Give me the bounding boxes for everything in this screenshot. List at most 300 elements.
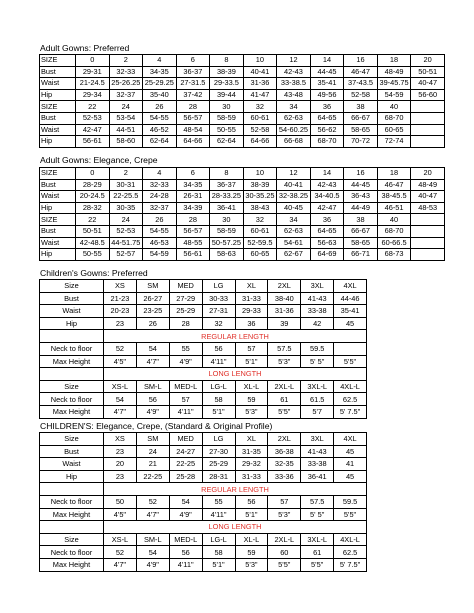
table-cell: 36 bbox=[235, 317, 268, 330]
table-cell: Waist bbox=[40, 124, 76, 136]
table-cell bbox=[40, 483, 104, 496]
table-row bbox=[40, 305, 367, 318]
table-cell: 56 bbox=[235, 495, 268, 508]
table-row bbox=[40, 136, 445, 148]
table-cell: 44-51 bbox=[109, 124, 143, 136]
table-row bbox=[40, 393, 367, 406]
table-cell: Bust bbox=[40, 445, 104, 458]
table-cell: 61 bbox=[301, 546, 334, 559]
table-cell: 60-61 bbox=[243, 225, 277, 237]
table-cell: 32-37 bbox=[143, 202, 177, 214]
table-cell: 32-38.25 bbox=[277, 191, 311, 203]
table-cell: 60-65 bbox=[243, 249, 277, 261]
table-cell: 23 bbox=[104, 470, 137, 483]
table-cell bbox=[40, 521, 104, 534]
table-cell: 3XL-L bbox=[301, 380, 334, 393]
children-preferred-title: Children's Gowns: Preferred bbox=[40, 268, 148, 278]
table-cell: SIZE bbox=[40, 168, 76, 180]
table-cell: 60-65 bbox=[377, 124, 411, 136]
table-cell: 50-57.25 bbox=[210, 237, 244, 249]
table-cell: 29-33 bbox=[235, 305, 268, 318]
table-cell: 35-40 bbox=[143, 89, 177, 101]
table-cell: SIZE bbox=[40, 55, 76, 67]
table-cell: 46-52 bbox=[143, 124, 177, 136]
table-cell: SM bbox=[136, 280, 169, 293]
table-cell: 57 bbox=[169, 393, 202, 406]
table-cell: Hip bbox=[40, 249, 76, 261]
table-cell: 56-61 bbox=[176, 249, 210, 261]
table-cell: 42-47 bbox=[310, 202, 344, 214]
table-row bbox=[40, 112, 445, 124]
table-cell: 26-31 bbox=[176, 191, 210, 203]
table-cell: 58-63 bbox=[210, 249, 244, 261]
table-cell: 45 bbox=[334, 317, 367, 330]
table-cell: 52-53 bbox=[76, 112, 110, 124]
table-cell: 20 bbox=[104, 458, 137, 471]
table-cell: XS-L bbox=[104, 533, 137, 546]
table-cell: 18 bbox=[377, 55, 411, 67]
table-cell: 66-67 bbox=[344, 225, 378, 237]
table-cell: 22 bbox=[76, 101, 110, 113]
table-cell: XL-L bbox=[235, 380, 268, 393]
table-cell: 0 bbox=[76, 55, 110, 67]
children-elegance-title: CHILDREN'S: Elegance, Crepe, (Standard & Original Profile) bbox=[40, 421, 273, 431]
table-cell: 56 bbox=[202, 342, 235, 355]
table-cell: 36-41 bbox=[301, 470, 334, 483]
table-cell: 23-25 bbox=[136, 305, 169, 318]
table-cell: 30 bbox=[210, 101, 244, 113]
table-cell: 20 bbox=[411, 55, 445, 67]
table-cell: 25-26.25 bbox=[109, 78, 143, 90]
table-row bbox=[40, 495, 367, 508]
table-cell: 30-35 bbox=[109, 202, 143, 214]
table-row bbox=[40, 292, 367, 305]
table-cell bbox=[40, 330, 104, 343]
table-cell: MED bbox=[169, 433, 202, 446]
table-cell: 59.5 bbox=[334, 495, 367, 508]
table-cell: 28-33.25 bbox=[210, 191, 244, 203]
table-cell: 66-68 bbox=[277, 136, 311, 148]
long-length-label: LONG LENGTH bbox=[104, 368, 367, 381]
table-cell: 18 bbox=[377, 168, 411, 180]
table-cell: 59 bbox=[235, 393, 268, 406]
table-row bbox=[40, 55, 445, 67]
table-row bbox=[40, 249, 445, 261]
table-cell: 4'11" bbox=[169, 558, 202, 571]
table-cell: 2XL-L bbox=[268, 533, 301, 546]
table-cell: 36 bbox=[310, 214, 344, 226]
table-cell: 34-35 bbox=[143, 66, 177, 78]
table-cell: 41-43 bbox=[301, 445, 334, 458]
table-row bbox=[40, 405, 367, 418]
table-cell: 33-36 bbox=[268, 470, 301, 483]
table-cell: Bust bbox=[40, 225, 76, 237]
table-cell: 31-36 bbox=[243, 78, 277, 90]
table-cell: Hip bbox=[40, 317, 104, 330]
table-row bbox=[40, 124, 445, 136]
table-cell: 41-47 bbox=[243, 89, 277, 101]
table-cell: 28-32 bbox=[76, 202, 110, 214]
table-cell: Size bbox=[40, 280, 104, 293]
table-cell: 10 bbox=[243, 168, 277, 180]
table-cell: 50-51 bbox=[76, 225, 110, 237]
table-cell: 5'1" bbox=[202, 558, 235, 571]
table-cell: 24-27 bbox=[169, 445, 202, 458]
table-row bbox=[40, 191, 445, 203]
table-cell: 6 bbox=[176, 55, 210, 67]
table-cell: LG-L bbox=[202, 380, 235, 393]
table-cell: 4'11" bbox=[202, 508, 235, 521]
table-row bbox=[40, 214, 445, 226]
table-cell: 46-53 bbox=[143, 237, 177, 249]
table-cell: 21-23 bbox=[104, 292, 137, 305]
table-cell: XS bbox=[104, 433, 137, 446]
table-cell: 20-23 bbox=[104, 305, 137, 318]
table-cell: XS-L bbox=[104, 380, 137, 393]
table-cell: 39-45.75 bbox=[377, 78, 411, 90]
table-cell: MED bbox=[169, 280, 202, 293]
table-cell: 34-35 bbox=[176, 179, 210, 191]
table-cell: 41-43 bbox=[301, 292, 334, 305]
table-cell: 36-43 bbox=[344, 191, 378, 203]
table-cell: 28 bbox=[169, 317, 202, 330]
table-cell: 61.5 bbox=[301, 393, 334, 406]
table-cell: LG bbox=[202, 280, 235, 293]
table-cell: 35-41 bbox=[310, 78, 344, 90]
table-cell: 3XL bbox=[301, 433, 334, 446]
table-cell: 4'7" bbox=[136, 355, 169, 368]
table-cell: 54-55 bbox=[143, 112, 177, 124]
table-cell: 5' 7.5" bbox=[334, 405, 367, 418]
table-cell: 32 bbox=[243, 101, 277, 113]
table-cell: 57 bbox=[235, 342, 268, 355]
table-cell: 68-70 bbox=[310, 136, 344, 148]
table-cell: 32-37 bbox=[109, 89, 143, 101]
table-cell: 31-36 bbox=[268, 305, 301, 318]
table-cell: 68-70 bbox=[377, 112, 411, 124]
table-cell: 62-64 bbox=[143, 136, 177, 148]
table-cell: 54 bbox=[136, 342, 169, 355]
table-row bbox=[40, 237, 445, 249]
table-cell: 2XL bbox=[268, 433, 301, 446]
table-cell: 45 bbox=[334, 445, 367, 458]
table-cell: 62-64 bbox=[210, 136, 244, 148]
table-cell: 25-28 bbox=[169, 470, 202, 483]
table-cell: MED-L bbox=[169, 533, 202, 546]
table-cell: XL-L bbox=[235, 533, 268, 546]
table-cell: 40-45 bbox=[277, 202, 311, 214]
table-row bbox=[40, 368, 367, 381]
table-cell: 33-38 bbox=[301, 458, 334, 471]
table-cell: 40-47 bbox=[411, 191, 445, 203]
table-cell: 8 bbox=[210, 168, 244, 180]
table-cell: Size bbox=[40, 433, 104, 446]
table-cell: Neck to floor bbox=[40, 495, 104, 508]
table-cell: 48-49 bbox=[411, 179, 445, 191]
table-cell bbox=[334, 342, 367, 355]
table-cell: Hip bbox=[40, 89, 76, 101]
table-cell: 5'5" bbox=[268, 558, 301, 571]
table-cell: 57.5 bbox=[301, 495, 334, 508]
table-cell: 52-53 bbox=[109, 225, 143, 237]
table-cell: SM-L bbox=[136, 380, 169, 393]
table-cell: 60-61 bbox=[243, 112, 277, 124]
adult-preferred-title: Adult Gowns: Preferred bbox=[40, 43, 130, 53]
table-cell: 56 bbox=[136, 393, 169, 406]
table-cell: 28-29 bbox=[76, 179, 110, 191]
table-cell: 59.5 bbox=[301, 342, 334, 355]
table-cell bbox=[411, 112, 445, 124]
table-cell: 32-33 bbox=[109, 66, 143, 78]
table-row bbox=[40, 521, 367, 534]
table-cell: 50-51 bbox=[411, 66, 445, 78]
table-cell bbox=[411, 136, 445, 148]
table-cell: 72-74 bbox=[377, 136, 411, 148]
table-cell: 0 bbox=[76, 168, 110, 180]
long-length-label: LONG LENGTH bbox=[104, 521, 367, 534]
table-cell: 54 bbox=[169, 495, 202, 508]
table-cell: 58-59 bbox=[210, 112, 244, 124]
table-cell: Size bbox=[40, 533, 104, 546]
table-cell: 42-43 bbox=[310, 179, 344, 191]
table-cell: 56-57 bbox=[176, 112, 210, 124]
table-cell: SIZE bbox=[40, 214, 76, 226]
table-cell: 4 bbox=[143, 55, 177, 67]
table-cell: 58-65 bbox=[344, 237, 378, 249]
table-cell: 64-65 bbox=[310, 225, 344, 237]
table-cell: 56-57 bbox=[176, 225, 210, 237]
table-cell: 4XL bbox=[334, 433, 367, 446]
table-cell: 44-45 bbox=[310, 66, 344, 78]
table-cell: 68-70 bbox=[377, 225, 411, 237]
table-row bbox=[40, 508, 367, 521]
table-row bbox=[40, 483, 367, 496]
table-cell: 3XL bbox=[301, 280, 334, 293]
table-cell: 36-37 bbox=[210, 179, 244, 191]
table-cell: 4'11" bbox=[169, 405, 202, 418]
regular-length-label: REGULAR LENGTH bbox=[104, 330, 367, 343]
table-cell bbox=[411, 124, 445, 136]
table-cell: 2 bbox=[109, 168, 143, 180]
table-cell: 50-55 bbox=[210, 124, 244, 136]
table-cell: 42-47 bbox=[76, 124, 110, 136]
table-cell: 57 bbox=[268, 495, 301, 508]
table-cell: 5'3" bbox=[235, 558, 268, 571]
table-cell: 64-65 bbox=[310, 112, 344, 124]
table-cell: 4 bbox=[143, 168, 177, 180]
table-cell: 58 bbox=[202, 393, 235, 406]
table-row bbox=[40, 546, 367, 559]
table-cell: 54-59 bbox=[143, 249, 177, 261]
table-cell: 44-46 bbox=[334, 292, 367, 305]
table-cell: 4'7" bbox=[136, 508, 169, 521]
table-cell: 12 bbox=[277, 55, 311, 67]
table-cell: 57.5 bbox=[268, 342, 301, 355]
table-cell: 31-33 bbox=[235, 292, 268, 305]
table-cell: Bust bbox=[40, 292, 104, 305]
table-cell: 22-25.5 bbox=[109, 191, 143, 203]
table-cell: MED-L bbox=[169, 380, 202, 393]
table-cell: 62-63 bbox=[277, 112, 311, 124]
table-cell: 4'5" bbox=[104, 355, 137, 368]
table-cell: 68-73 bbox=[377, 249, 411, 261]
table-cell: 70-72 bbox=[344, 136, 378, 148]
table-cell: 52 bbox=[104, 546, 137, 559]
table-cell bbox=[411, 214, 445, 226]
table-cell: 42-43 bbox=[277, 66, 311, 78]
table-cell: 54-60.25 bbox=[277, 124, 311, 136]
table-cell: 4'7" bbox=[104, 405, 137, 418]
table-cell: 42-48.5 bbox=[76, 237, 110, 249]
table-cell: 27-29 bbox=[169, 292, 202, 305]
table-cell: Neck to floor bbox=[40, 393, 104, 406]
table-cell: XL bbox=[235, 433, 268, 446]
table-cell: 16 bbox=[344, 168, 378, 180]
table-row bbox=[40, 433, 367, 446]
table-cell: 26 bbox=[143, 214, 177, 226]
table-cell: 52-59.5 bbox=[243, 237, 277, 249]
table-cell: 24 bbox=[136, 445, 169, 458]
table-cell: 54 bbox=[136, 546, 169, 559]
table-row bbox=[40, 342, 367, 355]
adult-elegance-title: Adult Gowns: Elegance, Crepe bbox=[40, 155, 158, 165]
table-cell: 64-69 bbox=[310, 249, 344, 261]
table-cell: 36 bbox=[310, 101, 344, 113]
table-cell: 5'3" bbox=[268, 508, 301, 521]
table-cell: 52-57 bbox=[109, 249, 143, 261]
table-cell: SM bbox=[136, 433, 169, 446]
table-cell: 34-39 bbox=[176, 202, 210, 214]
table-cell: 37-43.5 bbox=[344, 78, 378, 90]
table-row bbox=[40, 66, 445, 78]
table-row bbox=[40, 202, 445, 214]
table-cell: Waist bbox=[40, 458, 104, 471]
table-cell: 4XL bbox=[334, 280, 367, 293]
table-cell: 14 bbox=[310, 55, 344, 67]
table-cell: 34 bbox=[277, 214, 311, 226]
table-cell: 54-59 bbox=[377, 89, 411, 101]
table-row bbox=[40, 445, 367, 458]
table-row bbox=[40, 533, 367, 546]
table-cell: 5'3" bbox=[235, 405, 268, 418]
table-cell: Max Height bbox=[40, 355, 104, 368]
table-cell: LG-L bbox=[202, 533, 235, 546]
table-cell: 50-55 bbox=[76, 249, 110, 261]
table-cell: 22 bbox=[76, 214, 110, 226]
table-cell: 27-31.5 bbox=[176, 78, 210, 90]
table-cell: Waist bbox=[40, 305, 104, 318]
children-preferred-table bbox=[39, 279, 367, 419]
table-cell: 27-31 bbox=[202, 305, 235, 318]
table-cell: 42 bbox=[301, 317, 334, 330]
table-cell: Waist bbox=[40, 191, 76, 203]
table-cell: 5'7 bbox=[301, 405, 334, 418]
table-cell: 36-37 bbox=[176, 66, 210, 78]
table-cell: 38-39 bbox=[243, 179, 277, 191]
table-cell: 40-47 bbox=[411, 78, 445, 90]
table-cell: 22-25 bbox=[136, 470, 169, 483]
table-cell: 62.5 bbox=[334, 393, 367, 406]
table-cell: 20 bbox=[411, 168, 445, 180]
table-cell: 4'7" bbox=[104, 558, 137, 571]
table-cell: 38 bbox=[344, 101, 378, 113]
table-cell: Hip bbox=[40, 136, 76, 148]
table-cell: 26-27 bbox=[136, 292, 169, 305]
table-cell: 44-49 bbox=[344, 202, 378, 214]
table-cell: 35-41 bbox=[334, 305, 367, 318]
table-cell: 25-29 bbox=[169, 305, 202, 318]
table-cell: 39 bbox=[268, 317, 301, 330]
table-cell: 52-58 bbox=[344, 89, 378, 101]
table-cell: 33-38 bbox=[301, 305, 334, 318]
table-cell: Size bbox=[40, 380, 104, 393]
table-cell: 53-54 bbox=[109, 112, 143, 124]
table-cell: 27-30 bbox=[202, 445, 235, 458]
table-cell: 38-45.5 bbox=[377, 191, 411, 203]
table-cell: 5'1" bbox=[235, 508, 268, 521]
table-cell: 60 bbox=[268, 546, 301, 559]
children-elegance-table bbox=[39, 432, 367, 572]
table-cell: 49-56 bbox=[310, 89, 344, 101]
table-cell: SIZE bbox=[40, 101, 76, 113]
table-cell: 40 bbox=[377, 101, 411, 113]
table-cell: SM-L bbox=[136, 533, 169, 546]
table-cell: 46-47 bbox=[344, 66, 378, 78]
table-cell: 4XL-L bbox=[334, 380, 367, 393]
table-cell: Max Height bbox=[40, 405, 104, 418]
table-cell: 22-25 bbox=[169, 458, 202, 471]
table-cell: 21 bbox=[136, 458, 169, 471]
table-cell: 25-29 bbox=[202, 458, 235, 471]
table-cell: XS bbox=[104, 280, 137, 293]
table-cell bbox=[411, 237, 445, 249]
table-row bbox=[40, 78, 445, 90]
table-cell: 28 bbox=[176, 214, 210, 226]
table-cell: 60-66.5 bbox=[377, 237, 411, 249]
table-cell: Bust bbox=[40, 112, 76, 124]
table-cell: 56-63 bbox=[310, 237, 344, 249]
table-cell: 62-67 bbox=[277, 249, 311, 261]
table-cell: 39-44 bbox=[210, 89, 244, 101]
table-cell: Neck to floor bbox=[40, 342, 104, 355]
table-cell: 52 bbox=[104, 342, 137, 355]
table-cell: 66-71 bbox=[344, 249, 378, 261]
table-cell: 5'3" bbox=[268, 355, 301, 368]
table-cell: 66-67 bbox=[344, 112, 378, 124]
table-cell: 33-38.5 bbox=[277, 78, 311, 90]
table-cell: 58-65 bbox=[344, 124, 378, 136]
table-cell: 24 bbox=[109, 214, 143, 226]
table-cell: 26 bbox=[136, 317, 169, 330]
table-cell: 4'9" bbox=[136, 558, 169, 571]
table-cell: 62.5 bbox=[334, 546, 367, 559]
table-cell: 44-51.75 bbox=[109, 237, 143, 249]
table-cell: 5'5" bbox=[334, 508, 367, 521]
table-cell: 14 bbox=[310, 168, 344, 180]
table-cell: Max Height bbox=[40, 508, 104, 521]
table-cell: 25-29.25 bbox=[143, 78, 177, 90]
table-cell: 59 bbox=[235, 546, 268, 559]
table-cell: 4XL-L bbox=[334, 533, 367, 546]
table-cell: Bust bbox=[40, 66, 76, 78]
table-cell: 48-49 bbox=[377, 66, 411, 78]
table-cell: 4'9" bbox=[136, 405, 169, 418]
table-cell: 56-62 bbox=[310, 124, 344, 136]
table-row bbox=[40, 330, 367, 343]
table-cell: 48-54 bbox=[176, 124, 210, 136]
table-cell: 54-61 bbox=[277, 237, 311, 249]
table-cell: 55 bbox=[169, 342, 202, 355]
